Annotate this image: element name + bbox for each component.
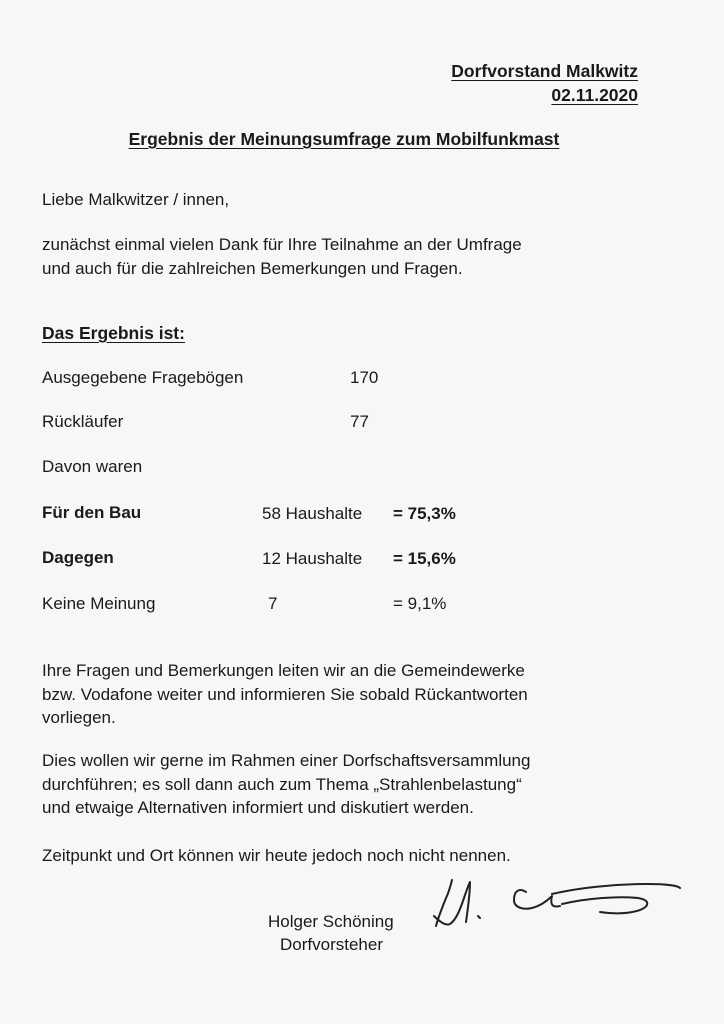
handwritten-signature	[428, 868, 688, 948]
paragraph-line: Dies wollen wir gerne im Rahmen einer Dorfschaftsversammlung	[42, 751, 531, 770]
vote-against-label: Dagegen	[42, 548, 114, 567]
document-title: Ergebnis der Meinungsumfrage zum Mobilfunkmast	[128, 129, 560, 149]
vote-none-label: Keine Meinung	[42, 594, 156, 613]
vote-for-percent: = 75,3%	[393, 504, 456, 523]
time-place-sentence: Zeitpunkt und Ort können wir heute jedoch noch nicht nennen.	[42, 846, 511, 865]
issued-value: 170	[350, 368, 379, 387]
signer-role: Dorfvorsteher	[280, 935, 383, 954]
intro-line: und auch für die zahlreichen Bemerkungen und Fragen.	[42, 258, 463, 278]
result-heading: Das Ergebnis ist:	[42, 323, 185, 343]
vote-against-count: 12 Haushalte	[262, 549, 363, 568]
issued-label: Ausgegebene Fragebögen	[42, 368, 244, 387]
header-date: 02.11.2020	[551, 85, 638, 105]
vote-for-count: 58 Haushalte	[262, 504, 363, 523]
paragraph-line: vorliegen.	[42, 708, 116, 727]
paragraph-line: und etwaige Alternativen informiert und diskutiert werden.	[42, 798, 474, 817]
signer-name: Holger Schöning	[268, 912, 394, 931]
vote-for-label: Für den Bau	[42, 503, 142, 522]
vote-none-count: 7	[268, 594, 278, 613]
of-which-label: Davon waren	[42, 457, 143, 476]
meeting-paragraph	[42, 749, 642, 820]
vote-none-percent: = 9,1%	[393, 594, 447, 613]
paragraph-line: bzw. Vodafone weiter und informieren Sie sobald Rückantworten	[42, 684, 528, 704]
vote-against-percent: = 15,6%	[393, 549, 456, 568]
intro-paragraph	[42, 233, 642, 280]
intro-line: zunächst einmal vielen Dank für Ihre Teilnahme an der Umfrage	[42, 235, 522, 254]
forwarding-paragraph	[42, 659, 642, 730]
salutation: Liebe Malkwitzer / innen,	[42, 190, 230, 209]
paragraph-line: Ihre Fragen und Bemerkungen leiten wir an die Gemeindewerke	[42, 661, 525, 680]
paragraph-line: durchführen; es soll dann auch zum Thema „Strahlenbelastung“	[42, 774, 522, 794]
returned-label: Rückläufer	[42, 412, 124, 431]
header-org: Dorfvorstand Malkwitz	[451, 61, 638, 81]
returned-value: 77	[350, 412, 369, 431]
